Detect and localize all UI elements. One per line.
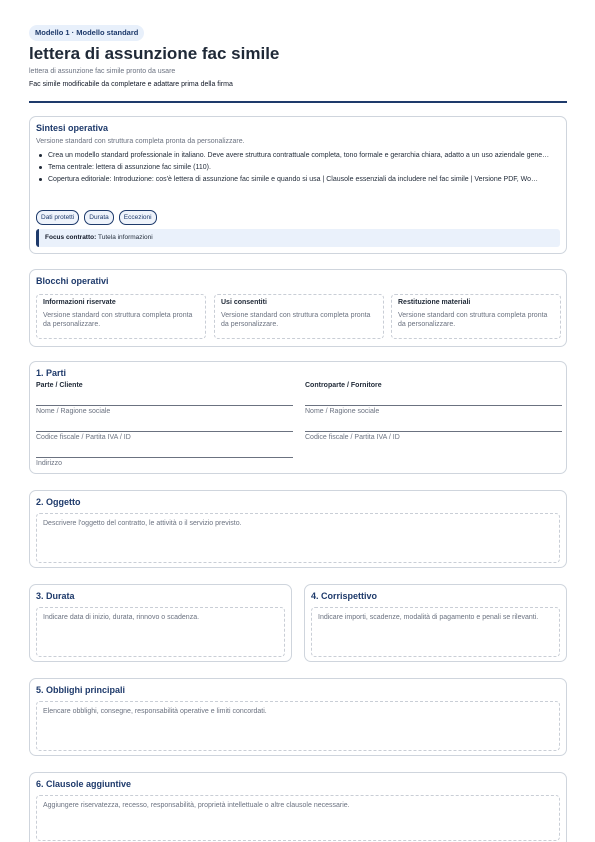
sintesi-lead: Versione standard con struttura completa pronta da personalizzare. [36,138,245,145]
header-divider [29,101,567,103]
parti-title: 1. Parti [36,368,67,378]
obblighi-textarea[interactable]: Elencare obblighi, consegne, responsabilità operative e limiti concordati. [36,701,560,751]
oggetto-card [29,490,567,568]
sintesi-bullet: Copertura editoriale: Introduzione: cos'è lettera di assunzione fac simile e quando si usa | Clausole essenziali da includere nel fac simile | Versione PDF, Wo… [36,175,560,184]
page-note: Fac simile modificabile da completare e adattare prima della firma [29,81,233,88]
obblighi-card [29,678,567,756]
field-label-name-left: Nome / Ragione sociale [36,408,111,415]
signature-line-id-right[interactable] [305,431,562,432]
signature-line-address-left[interactable] [36,457,293,458]
obblighi-title: 5. Obblighi principali [36,685,126,695]
parti-card [29,361,567,474]
sintesi-bullets [36,151,560,187]
block-title: Restituzione materiali [398,299,471,306]
block-text: Versione standard con struttura completa pronta da personalizzare. [43,312,193,328]
page-title: lettera di assunzione fac simile [29,44,280,63]
oggetto-title: 2. Oggetto [36,497,81,507]
corrispettivo-card [304,584,567,662]
block-title: Informazioni riservate [43,299,116,306]
parte-cliente-heading: Parte / Cliente [36,382,83,389]
template-badge: Modello 1 · Modello standard [29,25,144,41]
sintesi-bullet: Crea un modello standard professionale in italiano. Deve avere struttura contrattuale completa, tono formale e gerarchia chiara, adatto a un uso aziendale gene… [36,151,560,160]
field-label-address-left: Indirizzo [36,460,63,467]
blocchi-title: Blocchi operativi [36,276,109,286]
block-text: Versione standard con struttura completa pronta da personalizzare. [398,312,548,328]
block-usi-consentiti [214,294,384,339]
page-subtitle: lettera di assunzione fac simile pronto da usare [29,68,176,75]
block-text: Versione standard con struttura completa pronta da personalizzare. [221,312,371,328]
controparte-heading: Controparte / Fornitore [305,382,382,389]
block-title: Usi consentiti [221,299,267,306]
field-label-id-right: Codice fiscale / Partita IVA / ID [305,434,400,441]
tag-dati-protetti[interactable]: Dati protetti [36,210,79,225]
oggetto-textarea[interactable]: Descrivere l'oggetto del contratto, le attività o il servizio previsto. [36,513,560,563]
block-informazioni-riservate [36,294,206,339]
sintesi-bullet: Tema centrale: lettera di assunzione fac simile (110). [36,163,560,172]
durata-title: 3. Durata [36,591,75,601]
tag-durata[interactable]: Durata [84,210,114,225]
focus-value: Tutela informazioni [97,234,153,241]
field-label-name-right: Nome / Ragione sociale [305,408,380,415]
signature-line-name-right[interactable] [305,405,562,406]
field-label-id-left: Codice fiscale / Partita IVA / ID [36,434,131,441]
clausole-card [29,772,567,842]
focus-callout [36,229,560,247]
corrispettivo-title: 4. Corrispettivo [311,591,378,601]
durata-textarea[interactable]: Indicare data di inizio, durata, rinnovo o scadenza. [36,607,285,657]
block-restituzione-materiali [391,294,561,339]
signature-line-name-left[interactable] [36,405,293,406]
tag-list [36,210,157,225]
durata-card [29,584,292,662]
signature-line-id-left[interactable] [36,431,293,432]
focus-label: Focus contratto: [45,234,97,241]
sintesi-title: Sintesi operativa [36,123,109,133]
clausole-title: 6. Clausole aggiuntive [36,779,132,789]
clausole-textarea[interactable]: Aggiungere riservatezza, recesso, responsabilità, proprietà intellettuale o altre clausole necessarie. [36,795,560,841]
tag-eccezioni[interactable]: Eccezioni [119,210,157,225]
corrispettivo-textarea[interactable]: Indicare importi, scadenze, modalità di pagamento e penali se rilevanti. [311,607,560,657]
blocchi-card [29,269,567,347]
sintesi-card [29,116,567,254]
